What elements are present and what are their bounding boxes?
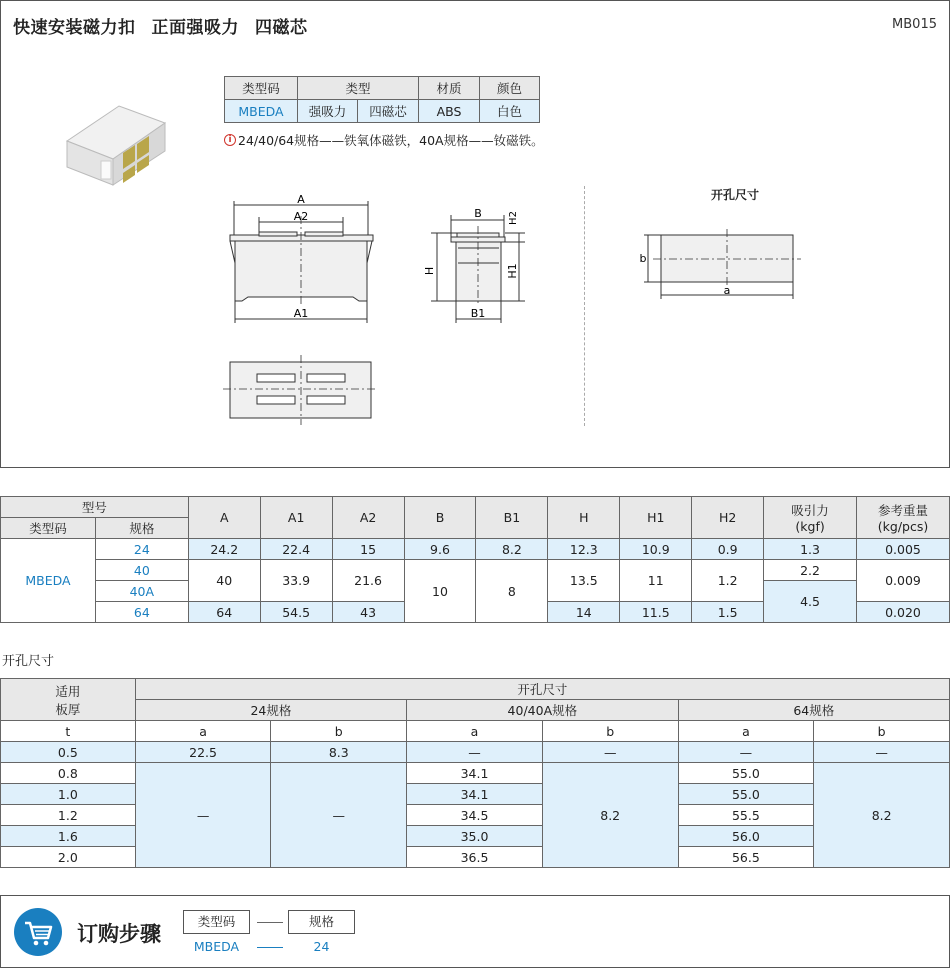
cell-t: 1.6 <box>1 826 136 847</box>
order-title: 订购步骤 <box>77 922 161 946</box>
force-header-line1: 吸引力 <box>791 503 829 518</box>
cell-B1: 8 <box>476 560 548 623</box>
col-B1: B1 <box>476 497 548 539</box>
cell-b64: — <box>814 742 950 763</box>
spec-cell: 40A <box>95 581 188 602</box>
order-steps-panel <box>0 895 950 968</box>
weight-header-line1: 参考重量 <box>877 503 928 518</box>
cell-a64: 55.0 <box>678 784 814 805</box>
cell-a64: 55.5 <box>678 805 814 826</box>
col-weight <box>857 497 950 539</box>
cell-a40: 34.5 <box>407 805 543 826</box>
cell-a64: 56.5 <box>678 847 814 868</box>
cell-a40: 36.5 <box>407 847 543 868</box>
cell-H2: 0.9 <box>692 539 764 560</box>
cell-A2: 21.6 <box>332 560 404 602</box>
magnet-note-text: 24/40/64规格——铁氧体磁铁，40A规格——钕磁铁。 <box>238 133 544 148</box>
spec-header-type-code: 类型码 <box>225 77 298 100</box>
cell-A: 40 <box>188 560 260 602</box>
cell-A: 64 <box>188 602 260 623</box>
plate-header-line1: 适用 <box>55 683 81 699</box>
col-type-code: 类型码 <box>1 518 96 539</box>
drawing-divider <box>584 186 585 426</box>
plate-thickness-header <box>1 679 136 721</box>
cell-a40: 35.0 <box>407 826 543 847</box>
info-icon: i <box>224 134 236 146</box>
product-code: MB015 <box>892 17 937 32</box>
cell-A2: 43 <box>332 602 404 623</box>
cell-force: 2.2 <box>764 560 857 581</box>
spec-cell: 24 <box>95 539 188 560</box>
cell-b64-merged: 8.2 <box>814 763 950 868</box>
cell-a64: 56.0 <box>678 826 814 847</box>
cell-B: 10 <box>404 560 476 623</box>
spec-cell: 40 <box>95 560 188 581</box>
col-A1: A1 <box>260 497 332 539</box>
spec-type-code: MBEDA <box>225 100 298 123</box>
dim-A1: A1 <box>293 307 309 320</box>
spec-material: ABS <box>419 100 480 123</box>
spec-header-type: 类型 <box>298 77 419 100</box>
table-row <box>1 763 950 784</box>
cell-weight: 0.020 <box>857 602 950 623</box>
cell-t: 2.0 <box>1 847 136 868</box>
cell-a40: — <box>407 742 543 763</box>
product-panel <box>0 0 950 468</box>
hole-drawing-title: 开孔尺寸 <box>711 188 760 202</box>
plate-header-line2: 板厚 <box>55 701 81 717</box>
col-spec: 规格 <box>95 518 188 539</box>
cell-H: 14 <box>548 602 620 623</box>
hole-size-table <box>0 678 950 868</box>
cell-b40: — <box>542 742 678 763</box>
dim-hole-a: a <box>723 284 731 297</box>
cell-a40: 34.1 <box>407 784 543 805</box>
order-box-spec: 规格 <box>288 910 355 934</box>
cell-b24: 8.3 <box>271 742 407 763</box>
dim-A: A <box>297 193 305 206</box>
technical-drawing <box>1 1 950 469</box>
dim-B1: B1 <box>470 307 486 320</box>
cell-H1: 11 <box>620 560 692 602</box>
type-code-cell: MBEDA <box>1 539 96 623</box>
b-header: b <box>814 721 950 742</box>
cell-H2: 1.5 <box>692 602 764 623</box>
order-separator <box>257 922 283 923</box>
spec-type-a: 强吸力 <box>298 100 358 123</box>
table-row <box>1 560 950 581</box>
col-H1: H1 <box>620 497 692 539</box>
spec-group-40: 40/40A规格 <box>407 700 678 721</box>
dim-H2: H2 <box>508 211 519 225</box>
cell-H: 12.3 <box>548 539 620 560</box>
order-value-spec: 24 <box>313 939 330 954</box>
col-A2: A2 <box>332 497 404 539</box>
order-value-separator <box>257 947 283 948</box>
col-B: B <box>404 497 476 539</box>
cell-A2: 15 <box>332 539 404 560</box>
cell-B1: 8.2 <box>476 539 548 560</box>
cell-t: 1.0 <box>1 784 136 805</box>
table-row <box>1 742 950 763</box>
title-part-2: 正面强吸力 <box>151 18 239 38</box>
b-header: b <box>542 721 678 742</box>
cell-force: 1.3 <box>764 539 857 560</box>
a-header: a <box>407 721 543 742</box>
spec-header-material: 材质 <box>419 77 480 100</box>
cart-icon <box>14 908 62 956</box>
cell-H1: 10.9 <box>620 539 692 560</box>
dim-A2: A2 <box>293 210 309 223</box>
cell-H1: 11.5 <box>620 602 692 623</box>
weight-header-line2: (kg/pcs) <box>877 519 929 534</box>
cell-t: 0.5 <box>1 742 136 763</box>
cell-weight: 0.005 <box>857 539 950 560</box>
hole-section-label: 开孔尺寸 <box>2 654 55 669</box>
cell-weight: 0.009 <box>857 560 950 602</box>
cell-a64: — <box>678 742 814 763</box>
dimension-table <box>0 496 950 623</box>
dim-H: H <box>423 266 436 276</box>
cell-H: 13.5 <box>548 560 620 602</box>
spec-cell: 64 <box>95 602 188 623</box>
order-box-type-code: 类型码 <box>183 910 250 934</box>
a-header: a <box>135 721 271 742</box>
cell-force: 4.5 <box>764 581 857 623</box>
hole-group-header: 开孔尺寸 <box>135 679 949 700</box>
dim-H1: H1 <box>506 263 519 279</box>
order-value-type-code: MBEDA <box>193 939 240 954</box>
col-force <box>764 497 857 539</box>
b-header: b <box>271 721 407 742</box>
spec-group-64: 64规格 <box>678 700 949 721</box>
cell-a24-merged: — <box>135 763 271 868</box>
cell-A1: 54.5 <box>260 602 332 623</box>
dim-B: B <box>474 207 482 220</box>
t-header: t <box>1 721 136 742</box>
col-A: A <box>188 497 260 539</box>
cell-b40-merged: 8.2 <box>542 763 678 868</box>
col-H2: H2 <box>692 497 764 539</box>
cell-A1: 33.9 <box>260 560 332 602</box>
cell-A: 24.2 <box>188 539 260 560</box>
title-part-3: 四磁芯 <box>255 18 308 38</box>
force-header-line2: (kgf) <box>795 519 825 534</box>
cell-t: 0.8 <box>1 763 136 784</box>
cell-A1: 22.4 <box>260 539 332 560</box>
cell-a24: 22.5 <box>135 742 271 763</box>
a-header: a <box>678 721 814 742</box>
cell-t: 1.2 <box>1 805 136 826</box>
cell-a40: 34.1 <box>407 763 543 784</box>
spec-type-b: 四磁芯 <box>358 100 419 123</box>
table-row <box>1 539 950 560</box>
dim-hole-b: b <box>639 252 647 265</box>
model-group-header: 型号 <box>1 497 189 518</box>
cell-a64: 55.0 <box>678 763 814 784</box>
cell-B: 9.6 <box>404 539 476 560</box>
spec-group-24: 24规格 <box>135 700 406 721</box>
spec-color: 白色 <box>480 100 540 123</box>
cell-b24-merged: — <box>271 763 407 868</box>
cell-H2: 1.2 <box>692 560 764 602</box>
title-part-1: 快速安装磁力扣 <box>13 18 136 38</box>
spec-header-color: 颜色 <box>480 77 540 100</box>
col-H: H <box>548 497 620 539</box>
